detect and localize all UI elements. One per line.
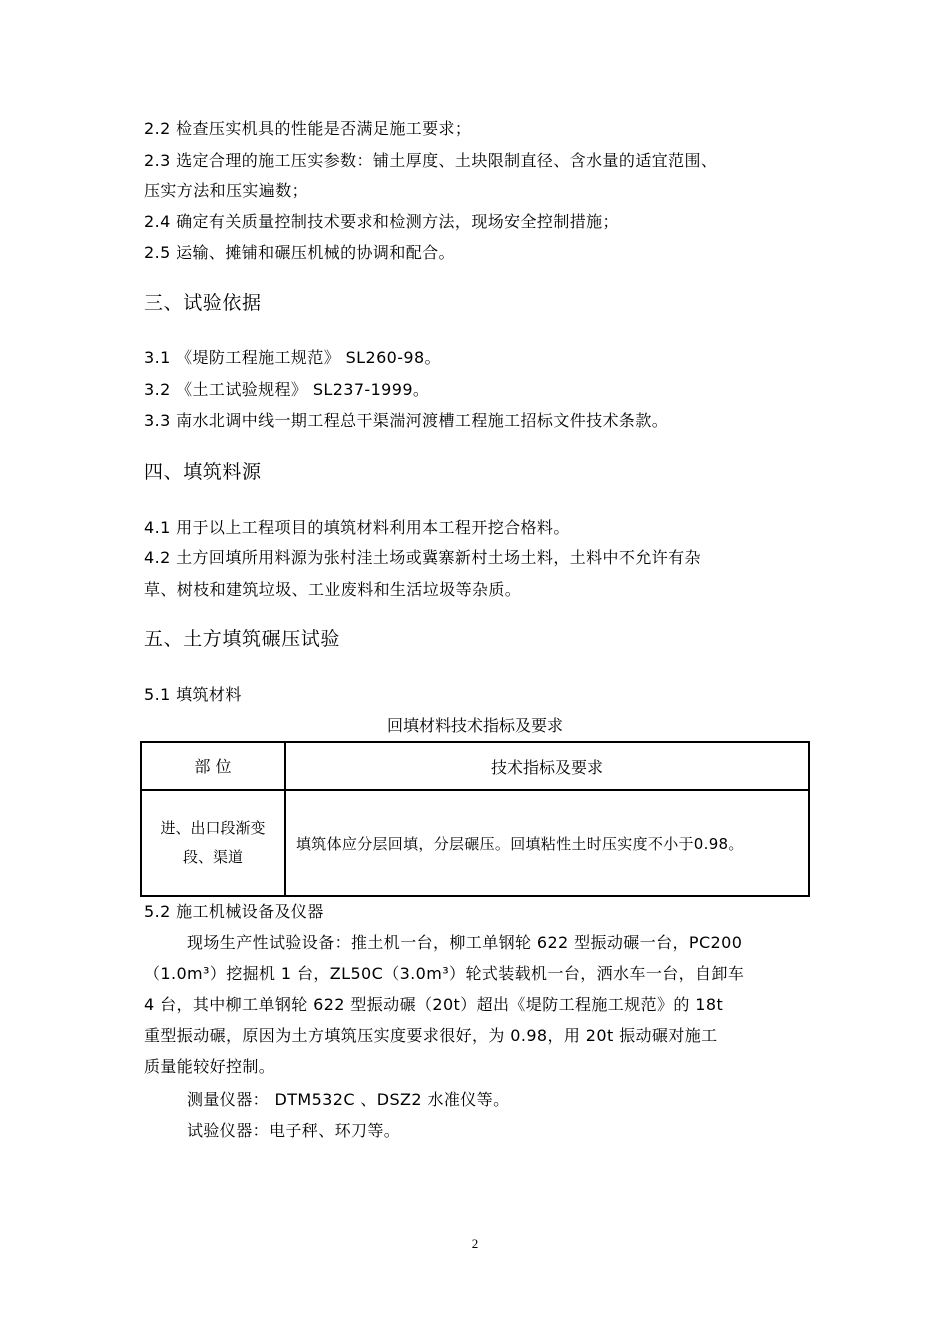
line-2-2: 2.2 检查压实机具的性能是否满足施工要求；	[144, 119, 472, 138]
line-4-2: 4.2 土方回填所用料源为张村洼土场或冀寨新村土场土料，土料中不允许有杂	[144, 548, 701, 567]
line-3-2: 3.2 《土工试验规程》 SL237-1999。	[144, 380, 430, 399]
paragraph-equipment-line4: 重型振动碾，原因为土方填筑压实度要求很好，为 0.98，用 20t 振动碾对施工	[144, 1026, 718, 1045]
line-2-5: 2.5 运输、摊铺和碾压机械的协调和配合。	[144, 243, 455, 262]
table-header-location: 部 位	[141, 742, 285, 790]
table-cell-location	[141, 790, 285, 896]
line-2-3-cont: 压实方法和压实遍数；	[144, 181, 309, 200]
table-cell-location-line2: 段、渠道	[182, 848, 243, 866]
line-4-1: 4.1 用于以上工程项目的填筑材料利用本工程开挖合格料。	[144, 518, 570, 537]
line-3-1: 3.1 《堤防工程施工规范》 SL260-98。	[144, 348, 441, 367]
section-heading-4: 四、填筑料源	[144, 461, 262, 483]
table-cell-requirements: 填筑体应分层回填，分层碾压。回填粘性土时压实度不小于0.98。	[285, 790, 809, 896]
table-cell-location-line1: 进、出口段渐变	[160, 819, 266, 837]
line-5-2: 5.2 施工机械设备及仪器	[144, 902, 324, 921]
line-4-2-cont: 草、树枝和建筑垃圾、工业废料和生活垃圾等杂质。	[144, 580, 522, 599]
paragraph-equipment-line5: 质量能较好控制。	[144, 1057, 276, 1076]
section-heading-5: 五、土方填筑碾压试验	[144, 628, 341, 650]
line-3-3: 3.3 南水北调中线一期工程总干渠湍河渡槽工程施工招标文件技术条款。	[144, 411, 669, 430]
page-number: 2	[471, 1236, 479, 1251]
line-5-1: 5.1 填筑材料	[144, 685, 242, 704]
line-2-4: 2.4 确定有关质量控制技术要求和检测方法，现场安全控制措施；	[144, 212, 619, 231]
spec-table	[140, 741, 810, 897]
paragraph-equipment-line3: 4 台，其中柳工单钢轮 622 型振动碾（20t）超出《堤防工程施工规范》的 18t	[144, 995, 724, 1014]
paragraph-equipment-line1: 现场生产性试验设备：推土机一台，柳工单钢轮 622 型振动碾一台，PC200	[187, 933, 743, 952]
table-row	[141, 790, 809, 896]
table-header-requirements: 技术指标及要求	[285, 742, 809, 790]
section-heading-3: 三、试验依据	[144, 292, 262, 314]
line-test-instruments: 试验仪器：电子秤、环刀等。	[187, 1121, 401, 1140]
line-survey-instruments: 测量仪器： DTM532C 、DSZ2 水准仪等。	[187, 1090, 510, 1109]
table-caption: 回填材料技术指标及要求	[386, 716, 563, 735]
table-header-row	[141, 742, 809, 790]
paragraph-equipment-line2: （1.0m³）挖掘机 1 台，ZL50C（3.0m³）轮式装载机一台，洒水车一台，自卸车	[144, 964, 745, 983]
line-2-3: 2.3 选定合理的施工压实参数：铺土厚度、土块限制直径、含水量的适宜范围、	[144, 151, 718, 170]
